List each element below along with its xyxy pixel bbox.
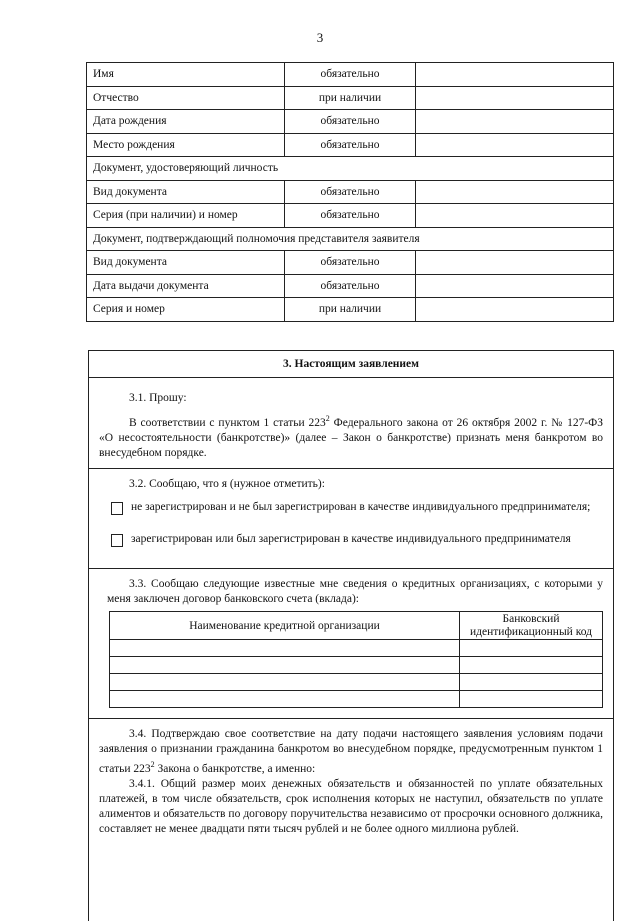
option1-checkbox[interactable]: [111, 502, 123, 515]
table-row: [110, 657, 603, 674]
section-3-box: [88, 350, 614, 921]
row-status: обязательно: [285, 110, 416, 134]
row-label: Дата рождения: [87, 110, 285, 134]
table-row: [87, 204, 614, 228]
table-row: [110, 640, 603, 657]
page-number: 3: [316, 30, 324, 45]
p32-title: 3.2. Сообщаю, что я (нужное отметить):: [129, 478, 325, 490]
p33-block: [89, 568, 613, 719]
row-status: при наличии: [285, 298, 416, 322]
bank-col-bik-header: Банковский идентификационный код: [460, 612, 603, 640]
option2-label: зарегистрирован или был зарегистрирован в качестве индивидуального предпринимателя: [131, 533, 571, 545]
option2-checkbox[interactable]: [111, 534, 123, 547]
p34-block: [89, 718, 613, 922]
row-status: обязательно: [285, 251, 416, 275]
applicant-data-table: [86, 62, 614, 322]
row-label: Отчество: [87, 86, 285, 110]
bank-col-name-header: Наименование кредитной организации: [110, 612, 460, 640]
row-status: при наличии: [285, 86, 416, 110]
table-row: [87, 180, 614, 204]
row-label: Серия и номер: [87, 298, 285, 322]
row-value-cell[interactable]: [416, 180, 614, 204]
row-value-cell[interactable]: [416, 204, 614, 228]
table-row: [87, 227, 614, 251]
option1-label: не зарегистрирован и не был зарегистрирован в качестве индивидуального предпринимателя;: [131, 501, 591, 513]
row-status: обязательно: [285, 180, 416, 204]
row-value-cell[interactable]: [416, 298, 614, 322]
row-label: Вид документа: [87, 180, 285, 204]
row-status: обязательно: [285, 133, 416, 157]
table-row: [87, 251, 614, 275]
table-row: [87, 133, 614, 157]
bank-table: [109, 611, 603, 708]
row-status: обязательно: [285, 204, 416, 228]
row-label: Серия (при наличии) и номер: [87, 204, 285, 228]
row-value-cell[interactable]: [416, 251, 614, 275]
table-row: [110, 691, 603, 708]
p31-text: В соответствии с пунктом 1 статьи $223^2$ Федерального закона от 26 октября 2002 г. № 127-ФЗ «О несостоятельности (банкротстве)» (далее – Закон о банкротстве) признать меня банкротом во внесудебном порядке.: [99, 414, 603, 459]
p341-text: 3.4.1. Общий размер моих денежных обязательств и обязанностей по уплате обязательных платежей, в том числе обязательств, срок исполнения которых не наступил, обязательств по уплате алиментов и обязательств по договору поручительства независимо от просрочки основного должника, составляет не менее двадцати пяти тысяч рублей и не более одного миллиона рублей.: [99, 778, 603, 835]
table-row: [87, 63, 614, 87]
row-label: Документ, удостоверяющий личность: [87, 157, 614, 181]
table-row: [87, 274, 614, 298]
table-row: [87, 157, 614, 181]
table-row: [87, 86, 614, 110]
row-label: Имя: [87, 63, 285, 87]
p34-text: 3.4. Подтверждаю свое соответствие на дату подачи настоящего заявления условиям подачи заявления о признании гражданина банкротом во внесудебном порядке, предусмотренным пунктом 1 статьи $223^2$ Закона о банкротстве, а именно:: [99, 728, 603, 775]
row-label: Документ, подтверждающий полномочия представителя заявителя: [87, 227, 614, 251]
row-value-cell[interactable]: [416, 110, 614, 134]
row-label: Дата выдачи документа: [87, 274, 285, 298]
row-value-cell[interactable]: [416, 63, 614, 87]
p32-block: [89, 468, 613, 569]
row-value-cell[interactable]: [416, 86, 614, 110]
row-label: Вид документа: [87, 251, 285, 275]
row-label: Место рождения: [87, 133, 285, 157]
table-row: [110, 674, 603, 691]
table-row: [87, 298, 614, 322]
table-row: [87, 110, 614, 134]
row-value-cell[interactable]: [416, 133, 614, 157]
row-status: обязательно: [285, 63, 416, 87]
p33-text: 3.3. Сообщаю следующие известные мне сведения о кредитных организациях, с которыми у меня заключен договор банковского счета (вклада):: [107, 578, 603, 605]
section-3-title: 3. Настоящим заявлением: [89, 351, 613, 378]
row-value-cell[interactable]: [416, 274, 614, 298]
row-status: обязательно: [285, 274, 416, 298]
p31-title: 3.1. Прошу:: [129, 392, 187, 404]
